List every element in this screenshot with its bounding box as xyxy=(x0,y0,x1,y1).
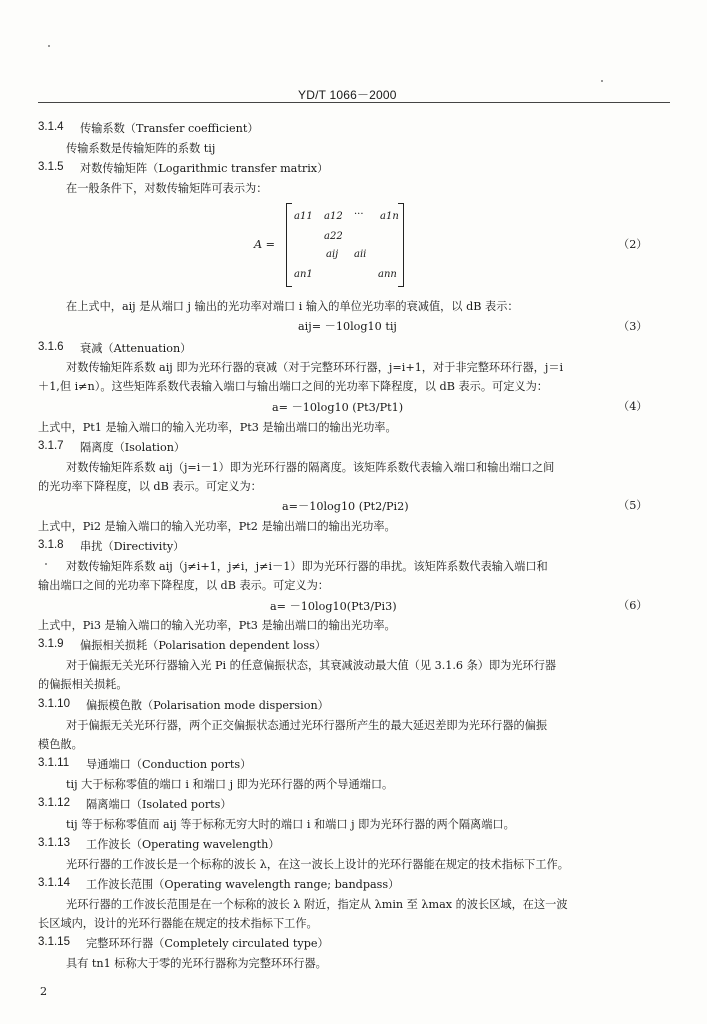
section-title-3-1-7: 隔离度（Isolation） xyxy=(80,441,186,454)
section-number-3-1-5: 3.1.5 xyxy=(38,161,64,173)
section-body-3-1-6-line1: 对数传输矩阵系数 aij 即为光环行器的衰减（对于完整环环行器，j=i+1，对于非完整环环行器，j＝i xyxy=(66,361,564,374)
section-number-3-1-4: 3.1.4 xyxy=(38,121,64,133)
section-number-3-1-7: 3.1.7 xyxy=(38,440,64,452)
formula-6: a= －10log10(Pt3/Pi3) xyxy=(270,600,397,613)
formula-4-explanation: 上式中，Pt1 是输入端口的输入光功率，Pt3 是输出端口的输出光功率。 xyxy=(38,421,397,434)
section-body-3-1-6-line2: ＋1,但 i≠n）。这些矩阵系数代表输入端口与输出端口之间的光功率下降程度，以 dB 表示。可定义为： xyxy=(38,380,548,393)
equation-number-4: （4） xyxy=(618,400,648,413)
section-title-3-1-13: 工作波长（Operating wavelength） xyxy=(86,838,280,851)
matrix-cell-ann: ann xyxy=(378,269,397,280)
section-body-3-1-15: 具有 tn1 标称大于零的光环行器称为完整环环行器。 xyxy=(66,957,327,970)
section-title-3-1-8: 串扰（Directivity） xyxy=(80,540,185,553)
section-number-3-1-6: 3.1.6 xyxy=(38,341,64,353)
matrix-cell-dots: ··· xyxy=(354,209,364,220)
matrix-cell-a11: a11 xyxy=(294,211,313,222)
section-title-3-1-11: 导通端口（Conduction ports） xyxy=(86,758,252,771)
equation-number-6: （6） xyxy=(618,599,648,612)
formula-3: aij= －10log10 tij xyxy=(298,320,397,333)
header-rule xyxy=(38,102,670,103)
section-body-3-1-8-line1: 对数传输矩阵系数 aij（j≠i+1，j≠i，j≠i－1）即为光环行器的串扰。该矩阵系数代表输入端口和 xyxy=(66,560,548,573)
matrix-cell-aii: aii xyxy=(354,249,367,260)
section-body-3-1-4: 传输系数是传输矩阵的系数 tij xyxy=(66,142,216,155)
transfer-matrix xyxy=(286,203,404,287)
matrix-right-bracket xyxy=(398,203,404,287)
section-title-3-1-12: 隔离端口（Isolated ports） xyxy=(86,798,232,811)
document-header: YD/T 1066－2000 xyxy=(298,88,397,102)
section-number-3-1-8: 3.1.8 xyxy=(38,539,64,551)
section-body-3-1-7-line1: 对数传输矩阵系数 aij（j=i－1）即为光环行器的隔离度。该矩阵系数代表输入端口和输出端口之间 xyxy=(66,461,555,474)
section-title-3-1-6: 衰减（Attenuation） xyxy=(80,342,192,355)
section-title-3-1-5: 对数传输矩阵（Logarithmic transfer matrix） xyxy=(80,162,329,175)
formula-4: a= －10log10 (Pt3/Pt1) xyxy=(272,401,404,414)
matrix-explanation: 在上式中，aij 是从端口 j 输出的光功率对端口 i 输入的单位光功率的衰减值，以 dB 表示： xyxy=(66,300,519,313)
section-body-3-1-11: tij 大于标称零值的端口 i 和端口 j 即为光环行器的两个导通端口。 xyxy=(66,778,394,791)
section-number-3-1-14: 3.1.14 xyxy=(38,877,70,889)
section-number-3-1-11: 3.1.11 xyxy=(38,757,70,769)
section-number-3-1-13: 3.1.13 xyxy=(38,837,70,849)
matrix-cell-a22: a22 xyxy=(324,231,343,242)
section-title-3-1-15: 完整环环行器（Completely circulated type） xyxy=(86,937,329,950)
equation-number-3: （3） xyxy=(618,320,648,333)
matrix-lhs: A = xyxy=(254,238,276,251)
section-body-3-1-14-line2: 长区域内，设计的光环行器能在规定的技术指标下工作。 xyxy=(38,917,318,930)
equation-number-2: （2） xyxy=(618,238,648,251)
section-body-3-1-7-line2: 的光功率下降程度，以 dB 表示。可定义为： xyxy=(38,480,262,493)
formula-5: a=－10log10 (Pt2/Pi2) xyxy=(282,500,409,513)
section-body-3-1-5: 在一般条件下，对数传输矩阵可表示为： xyxy=(66,182,268,195)
scan-speck xyxy=(48,45,50,47)
section-body-3-1-10-line2: 模色散。 xyxy=(38,738,83,751)
section-body-3-1-9-line1: 对于偏振无关光环行器输入光 Pi 的任意偏振状态，其衰减波动最大值（见 3.1.6 条）即为光环行器 xyxy=(66,659,557,672)
matrix-left-bracket xyxy=(286,203,292,287)
section-number-3-1-10: 3.1.10 xyxy=(38,698,70,710)
scan-speck xyxy=(45,563,47,565)
section-body-3-1-8-line2: 输出端口之间的光功率下降程度，以 dB 表示。可定义为： xyxy=(38,579,329,592)
matrix-cell-an1: an1 xyxy=(294,269,313,280)
section-title-3-1-10: 偏振模色散（Polarisation mode dispersion） xyxy=(86,699,329,712)
section-body-3-1-10-line1: 对于偏振无关光环行器，两个正交偏振状态通过光环行器所产生的最大延迟差即为光环行器的偏振 xyxy=(66,719,548,732)
page-number: 2 xyxy=(40,985,48,998)
scan-speck xyxy=(601,80,603,82)
section-body-3-1-14-line1: 光环行器的工作波长范围是在一个标称的波长 λ 附近，指定从 λmin 至 λmax 的波长区域，在这一波 xyxy=(66,898,568,911)
matrix-cell-aij: aij xyxy=(326,249,339,260)
section-title-3-1-9: 偏振相关损耗（Polarisation dependent loss） xyxy=(80,639,327,652)
section-body-3-1-13: 光环行器的工作波长是一个标称的波长 λ，在这一波长上设计的光环行器能在规定的技术指标下工作。 xyxy=(66,858,569,871)
section-body-3-1-12: tij 等于标称零值而 aij 等于标称无穷大时的端口 i 和端口 j 即为光环行器的两个隔离端口。 xyxy=(66,818,515,831)
matrix-cell-a12: a12 xyxy=(324,211,343,222)
formula-5-explanation: 上式中，Pi2 是输入端口的输入光功率，Pt2 是输出端口的输出光功率。 xyxy=(38,520,396,533)
formula-6-explanation: 上式中，Pi3 是输入端口的输入光功率，Pt3 是输出端口的输出光功率。 xyxy=(38,619,396,632)
matrix-cell-a1n: a1n xyxy=(380,211,399,222)
section-body-3-1-9-line2: 的偏振相关损耗。 xyxy=(38,678,128,691)
equation-number-5: （5） xyxy=(618,499,648,512)
section-number-3-1-9: 3.1.9 xyxy=(38,638,64,650)
section-number-3-1-15: 3.1.15 xyxy=(38,936,70,948)
section-number-3-1-12: 3.1.12 xyxy=(38,797,70,809)
section-title-3-1-14: 工作波长范围（Operating wavelength range; bandpass） xyxy=(86,878,400,891)
section-title-3-1-4: 传输系数（Transfer coefficient） xyxy=(80,122,259,135)
